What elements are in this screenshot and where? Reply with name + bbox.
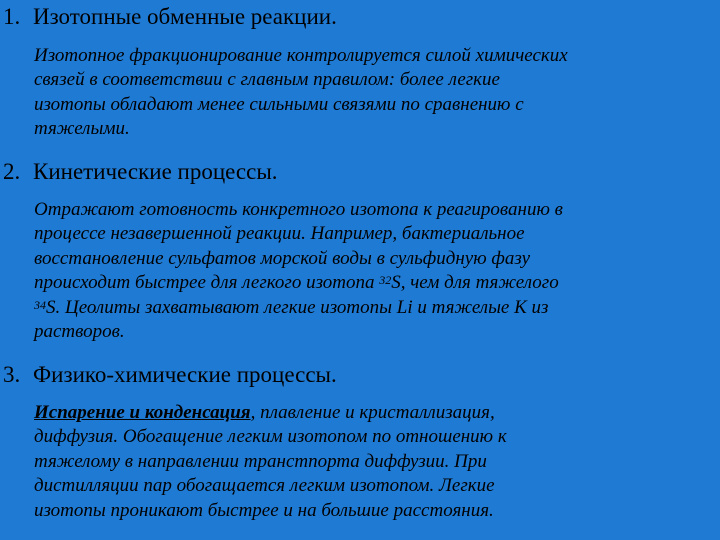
section-3-bold-term: Испарение и конденсация	[34, 402, 251, 423]
section-1-title: Изотопные обменные реакции.	[33, 4, 337, 29]
section-1-line-4: тяжелыми.	[34, 118, 130, 140]
section-3-line-3: тяжелому в направлении транстпорта диффузии. При	[34, 450, 487, 472]
section-1-line-2: связей в соответствии с главным правилом: более легкие	[34, 69, 500, 91]
section-2-line-5-post: S. Цеолиты захватывают легкие изотопы Li и тяжелые K из	[46, 296, 549, 318]
section-1-paragraph	[34, 44, 714, 142]
section-3-heading	[3, 362, 337, 388]
section-3-line-2: диффузия. Обогащение легким изотопом по отношению к	[34, 426, 507, 448]
section-2-line-3: восстановление сульфатов морской воды в сульфидную фазу	[34, 247, 531, 269]
section-2-line-5	[34, 296, 714, 320]
section-2-number: 2.	[3, 159, 21, 184]
section-3-paragraph	[34, 401, 714, 523]
section-2-title: Кинетические процессы.	[33, 159, 278, 184]
section-3-line-1-rest: , плавление и кристаллизация,	[250, 402, 495, 423]
section-1-line-3: изотопы обладают менее сильными связями по сравнению с	[34, 93, 524, 115]
section-3-line-5: изотопы проникают быстрее и на большие расстояния.	[34, 499, 494, 521]
section-3-number: 3.	[3, 362, 21, 387]
section-1-number: 1.	[3, 4, 21, 29]
section-3-line-1	[34, 401, 714, 425]
section-1-heading	[3, 4, 337, 30]
section-2-paragraph	[34, 198, 714, 344]
section-2-line-1: Отражают готовность конкретного изотопа к реагированию в	[34, 199, 563, 220]
section-2-heading	[3, 159, 278, 185]
section-2-line-4	[34, 271, 714, 295]
section-2-line-6: растворов.	[34, 321, 125, 343]
section-2-line-4-post: S, чем для тяжелого	[391, 272, 559, 294]
section-1-line-1: Изотопное фракционирование контролируется силой химических	[34, 45, 568, 66]
section-2-line-4-pre: происходит быстрее для легкого изотопа	[34, 272, 380, 294]
section-3-title: Физико-химические процессы.	[33, 362, 337, 387]
isotope-34-mass: 34	[34, 297, 46, 312]
section-2-line-2: процессе незавершенной реакции. Например, бактериальное	[34, 223, 525, 245]
section-3-line-4: дистилляции пар обогащается легким изотопом. Легкие	[34, 475, 495, 497]
isotope-32-mass: 32	[379, 273, 392, 288]
